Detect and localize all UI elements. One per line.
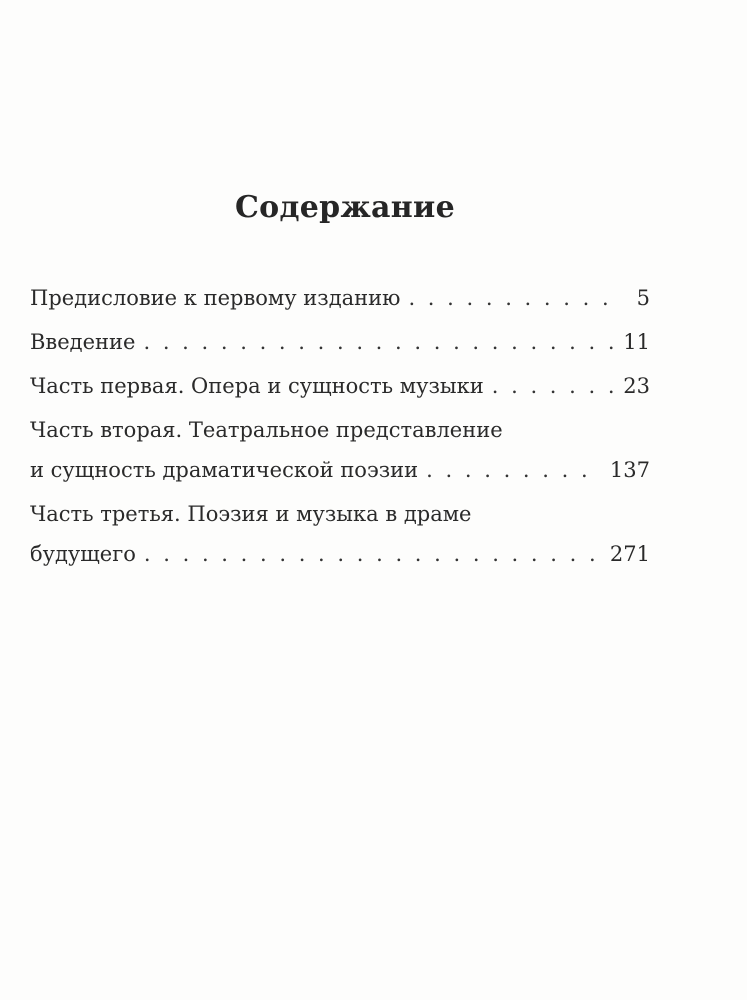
toc-entry-part-one bbox=[30, 371, 650, 415]
toc-entry-part-two-line-2 bbox=[30, 455, 650, 499]
contents-heading: Содержание bbox=[235, 190, 455, 225]
toc-page-number: 11 bbox=[623, 330, 650, 354]
toc-page-number: 271 bbox=[609, 542, 650, 566]
toc-entry-preface bbox=[30, 283, 650, 327]
toc-entry-title: Введение bbox=[30, 330, 136, 354]
toc-entry-title-continued: и сущность драматической поэзии bbox=[30, 458, 419, 482]
toc-page-number: 23 bbox=[623, 374, 650, 398]
toc-entry-part-three-line-1 bbox=[30, 499, 650, 539]
toc-entry-part-two-line-1 bbox=[30, 415, 650, 455]
dot-leader bbox=[492, 371, 614, 401]
dot-leader bbox=[144, 539, 602, 569]
toc-entry-title: Часть первая. Опера и сущность музыки bbox=[30, 374, 484, 398]
toc-entry-title: Часть вторая. Театральное представление bbox=[30, 418, 503, 442]
toc-entry-title-continued: будущего bbox=[30, 542, 136, 566]
toc-entry-title: Предисловие к первому изданию bbox=[30, 286, 401, 310]
toc-entry-title: Часть третья. Поэзия и музыка в драме bbox=[30, 502, 472, 526]
dot-leader bbox=[408, 283, 614, 313]
toc-entry-introduction bbox=[30, 327, 650, 371]
toc-page-number: 137 bbox=[609, 458, 650, 482]
table-of-contents bbox=[30, 283, 650, 583]
dot-leader bbox=[426, 455, 602, 485]
toc-entry-part-three-line-2 bbox=[30, 539, 650, 583]
dot-leader bbox=[143, 327, 614, 357]
toc-page-number: 5 bbox=[636, 286, 650, 310]
